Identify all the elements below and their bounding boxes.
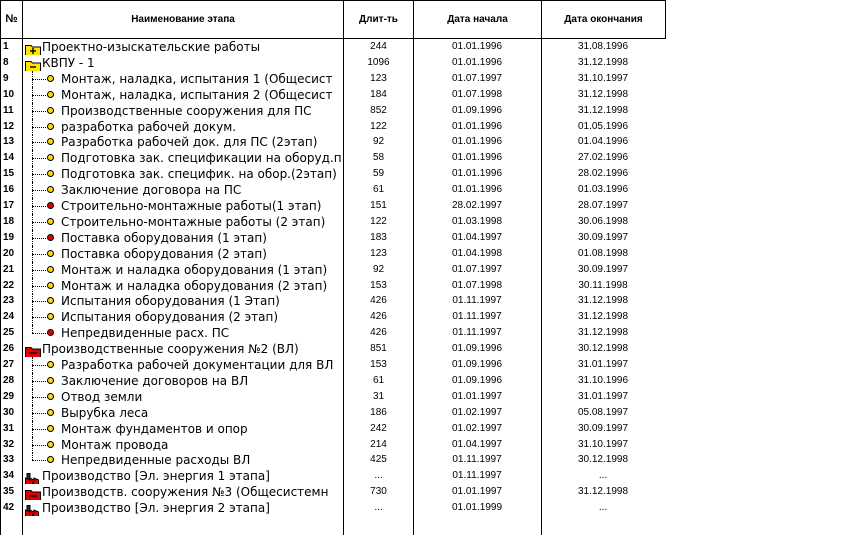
table-row[interactable] [0, 405, 666, 421]
stage-name: Монтаж фундаментов и опор [61, 422, 248, 436]
yellow-dot-icon [47, 123, 54, 130]
end-date-cell: 05.08.1997 [577, 407, 629, 418]
yellow-dot-icon [47, 377, 54, 384]
row-number: 17 [3, 200, 15, 211]
yellow-dot-icon [47, 393, 54, 400]
row-number: 11 [3, 105, 14, 116]
stage-name: Разработка рабочей док. для ПС (2этап) [61, 135, 318, 149]
start-date-cell: 01.01.1996 [451, 136, 503, 147]
start-date-cell: 01.09.1996 [451, 343, 503, 354]
tree-line [32, 365, 46, 366]
tree-line [32, 111, 46, 112]
table-row[interactable] [0, 357, 666, 373]
table-row[interactable] [0, 87, 666, 103]
stage-name: Производственные сооружения для ПС [61, 104, 312, 118]
row-number: 32 [3, 439, 15, 450]
stage-name: Монтаж и наладка оборудования (2 этап) [61, 279, 328, 293]
start-date-cell: 01.02.1997 [451, 407, 503, 418]
end-date-cell: 31.12.1998 [577, 486, 629, 497]
row-number: 18 [3, 216, 15, 227]
start-date-cell: 01.01.1996 [451, 168, 503, 179]
start-date-cell: 01.11.1997 [452, 311, 502, 322]
duration-cell: 183 [370, 232, 387, 243]
tree-line [32, 317, 46, 318]
stage-name: Подготовка зак. спецификации на оборуд.п [61, 151, 342, 165]
end-date-cell: 31.10.1997 [577, 439, 629, 450]
stage-name: Заключение договоров на ВЛ [61, 374, 249, 388]
duration-cell: 244 [370, 41, 387, 52]
duration-cell: 61 [372, 375, 385, 386]
table-row[interactable] [0, 119, 666, 135]
red-dot-icon [47, 202, 54, 209]
start-date-cell: 01.07.1997 [451, 73, 503, 84]
row-number: 26 [3, 343, 15, 354]
start-date-cell: 01.04.1997 [451, 439, 503, 450]
stage-name: Испытания оборудования (2 этап) [61, 310, 279, 324]
stage-name-cell [23, 214, 343, 230]
stage-name-cell [23, 103, 343, 119]
row-number: 31 [3, 423, 15, 434]
row-number: 22 [3, 280, 15, 291]
duration-cell: 214 [370, 439, 387, 450]
yellow-dot-icon [47, 282, 54, 289]
table-row[interactable] [0, 246, 666, 262]
stage-name-cell [23, 309, 343, 325]
row-number: 1 [3, 41, 9, 52]
table-row[interactable] [0, 39, 666, 55]
table-row[interactable] [0, 484, 666, 500]
duration-cell: 426 [370, 311, 387, 322]
red-folder-icon[interactable] [25, 343, 41, 355]
row-number: 21 [3, 264, 15, 275]
duration-cell: 122 [370, 121, 387, 132]
header-end-date[interactable]: Дата окончания [564, 13, 643, 25]
red-folder-icon[interactable] [25, 486, 41, 498]
duration-cell: 92 [372, 264, 385, 275]
start-date-cell: 01.01.1996 [451, 152, 503, 163]
yellow-dot-icon [47, 297, 54, 304]
duration-cell: ... [374, 470, 383, 481]
duration-cell: 1096 [367, 57, 390, 68]
table-row[interactable] [0, 230, 666, 246]
stage-name: Строительно-монтажные работы (2 этап) [61, 215, 326, 229]
start-date-cell: 01.11.1997 [452, 295, 502, 306]
duration-cell: 58 [372, 152, 385, 163]
table-row[interactable] [0, 437, 666, 453]
tree-line [32, 142, 46, 143]
table-row[interactable] [0, 278, 666, 294]
table-row[interactable] [0, 182, 666, 198]
stage-name: Непредвиденные расходы ВЛ [61, 453, 251, 467]
row-number: 27 [3, 359, 15, 370]
stage-name-cell [23, 230, 343, 246]
tree-line [32, 174, 46, 175]
yellow-dot-icon [47, 218, 54, 225]
yellow-dot-icon [47, 456, 54, 463]
start-date-cell: 01.01.1996 [451, 41, 503, 52]
duration-cell: 730 [370, 486, 387, 497]
end-date-cell: 30.11.1998 [578, 280, 628, 291]
table-row[interactable] [0, 55, 666, 71]
table-row[interactable] [0, 500, 666, 516]
duration-cell: 92 [372, 136, 385, 147]
header-duration[interactable]: Длит-ть [359, 13, 398, 25]
stage-name: Монтаж, наладка, испытания 1 (Общесист [61, 72, 333, 86]
duration-cell: 151 [370, 200, 387, 211]
stage-name-cell [23, 293, 343, 309]
tree-line [32, 445, 46, 446]
start-date-cell: 01.01.1999 [451, 502, 503, 513]
end-date-cell: 31.12.1998 [577, 327, 629, 338]
factory-icon[interactable] [25, 470, 41, 482]
table-row[interactable] [0, 214, 666, 230]
duration-cell: 426 [370, 327, 387, 338]
stage-name: разработка рабочей докум. [61, 120, 237, 134]
row-number: 16 [3, 184, 15, 195]
end-date-cell: 30.09.1997 [577, 232, 629, 243]
duration-cell: 61 [372, 184, 385, 195]
duration-cell: 851 [370, 343, 387, 354]
stage-name: Непредвиденные расх. ПС [61, 326, 230, 340]
table-row[interactable] [0, 134, 666, 150]
table-row[interactable] [0, 71, 666, 87]
tree-line [32, 222, 46, 223]
tree-line [32, 397, 46, 398]
yellow-dot-icon [47, 75, 54, 82]
start-date-cell: 01.04.1997 [451, 232, 503, 243]
stage-name-cell [23, 325, 343, 341]
tree-line [32, 429, 46, 430]
tree-line [32, 270, 46, 271]
table-row[interactable] [0, 389, 666, 405]
row-number: 23 [3, 295, 15, 306]
start-date-cell: 28.02.1997 [451, 200, 503, 211]
row-number: 42 [3, 502, 15, 513]
table-row[interactable] [0, 166, 666, 182]
stage-name-cell [23, 262, 343, 278]
end-date-cell: 01.03.1996 [577, 184, 629, 195]
folder-plus-icon[interactable] [25, 41, 41, 53]
end-date-cell: 31.12.1998 [577, 89, 629, 100]
tree-line [32, 206, 46, 207]
row-number: 12 [3, 121, 15, 132]
duration-cell: 123 [370, 248, 387, 259]
stage-name: Испытания оборудования (1 Этап) [61, 294, 280, 308]
start-date-cell: 01.09.1996 [451, 359, 503, 370]
start-date-cell: 01.04.1998 [451, 248, 503, 259]
stage-name: Подготовка зак. специфик. на обор.(2этап) [61, 167, 337, 181]
stage-name-cell [23, 150, 343, 166]
duration-cell: 184 [370, 89, 387, 100]
duration-cell: 123 [370, 73, 387, 84]
tree-line [32, 190, 46, 191]
stage-name: Производств. сооружения №3 (Общесистемн [42, 485, 329, 499]
stage-name-cell [23, 484, 343, 500]
yellow-dot-icon [47, 425, 54, 432]
start-date-cell: 01.01.1997 [451, 486, 503, 497]
tree-line [32, 413, 46, 414]
start-date-cell: 01.02.1997 [451, 423, 503, 434]
yellow-dot-icon [47, 91, 54, 98]
duration-cell: 31 [372, 391, 385, 402]
duration-cell: 153 [370, 359, 387, 370]
yellow-dot-icon [47, 154, 54, 161]
yellow-dot-icon [47, 313, 54, 320]
red-dot-icon [47, 234, 54, 241]
yellow-dot-icon [47, 138, 54, 145]
stage-name: Производственные сооружения №2 (ВЛ) [42, 342, 299, 356]
row-number: 8 [3, 57, 9, 68]
table-row[interactable] [0, 103, 666, 119]
stage-name-cell [23, 166, 343, 182]
stage-name-cell [23, 119, 343, 135]
header-name[interactable]: Наименование этапа [131, 13, 235, 25]
stage-name: Строительно-монтажные работы(1 этап) [61, 199, 322, 213]
end-date-cell: 28.02.1996 [577, 168, 629, 179]
stage-name: Монтаж провода [61, 438, 169, 452]
stage-name-cell [23, 182, 343, 198]
row-number: 28 [3, 375, 15, 386]
start-date-cell: 01.07.1997 [451, 264, 503, 275]
stage-name-cell [23, 278, 343, 294]
yellow-dot-icon [47, 409, 54, 416]
row-number: 30 [3, 407, 15, 418]
duration-cell: 186 [370, 407, 387, 418]
stage-name: Заключение договора на ПС [61, 183, 242, 197]
yellow-dot-icon [47, 250, 54, 257]
row-number: 33 [3, 454, 15, 465]
row-number: 9 [3, 73, 9, 84]
stage-name-cell [23, 405, 343, 421]
stage-name: Производство [Эл. энергия 1 этапа] [42, 469, 270, 483]
start-date-cell: 01.11.1997 [452, 454, 502, 465]
tree-line [32, 79, 46, 80]
stage-name: Монтаж и наладка оборудования (1 этап) [61, 263, 328, 277]
tree-line [32, 238, 46, 239]
table-row[interactable] [0, 262, 666, 278]
folder-minus-icon[interactable] [25, 57, 41, 69]
stage-name: Вырубка леса [61, 406, 149, 420]
tree-line [32, 254, 46, 255]
stage-name: Монтаж, наладка, испытания 2 (Общесист [61, 88, 333, 102]
tree-line [32, 452, 33, 460]
stage-name-cell [23, 87, 343, 103]
start-date-cell: 01.07.1998 [451, 89, 503, 100]
end-date-cell: 30.09.1997 [577, 423, 629, 434]
table-row[interactable] [0, 373, 666, 389]
table-row[interactable] [0, 150, 666, 166]
stage-name: Отвод земли [61, 390, 143, 404]
tree-line [32, 286, 46, 287]
end-date-cell: 01.08.1998 [577, 248, 629, 259]
start-date-cell: 01.03.1998 [451, 216, 503, 227]
tree-line [32, 301, 46, 302]
yellow-dot-icon [47, 441, 54, 448]
table-row[interactable] [0, 421, 666, 437]
duration-cell: 242 [370, 423, 387, 434]
start-date-cell: 01.01.1996 [451, 121, 503, 132]
stage-name: Производство [Эл. энергия 2 этапа] [42, 501, 270, 515]
stage-name-cell [23, 421, 343, 437]
stage-name-cell [23, 246, 343, 262]
duration-cell: 122 [370, 216, 387, 227]
row-number: 34 [3, 470, 15, 481]
end-date-cell: 01.04.1996 [577, 136, 629, 147]
red-dot-icon [47, 329, 54, 336]
stage-name: Поставка оборудования (1 этап) [61, 231, 267, 245]
stage-name: Поставка оборудования (2 этап) [61, 247, 267, 261]
duration-cell: 59 [372, 168, 385, 179]
end-date-cell: 31.10.1996 [577, 375, 629, 386]
end-date-cell: 31.12.1998 [577, 311, 629, 322]
end-date-cell: 28.07.1997 [577, 200, 629, 211]
end-date-cell: 31.08.1996 [577, 41, 629, 52]
stage-name-cell [23, 71, 343, 87]
stage-name-cell [23, 341, 343, 357]
column-divider [665, 0, 666, 39]
start-date-cell: 01.01.1996 [451, 184, 503, 195]
row-number: 24 [3, 311, 15, 322]
end-date-cell: 27.02.1996 [577, 152, 629, 163]
start-date-cell: 01.09.1996 [451, 375, 503, 386]
header-num[interactable]: № [5, 13, 18, 25]
row-number: 19 [3, 232, 15, 243]
start-date-cell: 01.11.1997 [452, 470, 502, 481]
stage-name-cell [23, 373, 343, 389]
stage-name-cell [23, 452, 343, 468]
end-date-cell: ... [598, 470, 608, 481]
end-date-cell: 30.06.1998 [577, 216, 629, 227]
stage-name-cell [23, 134, 343, 150]
stage-name: КВПУ - 1 [42, 56, 95, 70]
start-date-cell: 01.01.1997 [451, 391, 503, 402]
stage-name-cell [23, 198, 343, 214]
row-number: 14 [3, 152, 15, 163]
start-date-cell: 01.01.1996 [451, 57, 503, 68]
stage-name-cell [23, 389, 343, 405]
end-date-cell: 31.12.1998 [577, 57, 629, 68]
end-date-cell: 31.10.1997 [577, 73, 629, 84]
end-date-cell: 31.12.1998 [577, 295, 629, 306]
table-row[interactable] [0, 341, 666, 357]
tree-line [32, 325, 33, 333]
duration-cell: 425 [370, 454, 387, 465]
end-date-cell: 01.05.1996 [577, 121, 629, 132]
yellow-dot-icon [47, 170, 54, 177]
row-number: 29 [3, 391, 15, 402]
end-date-cell: 31.12.1998 [577, 105, 629, 116]
yellow-dot-icon [47, 361, 54, 368]
duration-cell: 426 [370, 295, 387, 306]
stage-name-cell [23, 468, 343, 484]
tree-line [32, 460, 46, 461]
end-date-cell: 31.01.1997 [577, 391, 629, 402]
tree-line [32, 333, 46, 334]
row-number: 13 [3, 136, 15, 147]
start-date-cell: 01.07.1998 [451, 280, 503, 291]
end-date-cell: ... [598, 502, 608, 513]
yellow-dot-icon [47, 186, 54, 193]
start-date-cell: 01.09.1996 [451, 105, 503, 116]
table-row[interactable] [0, 293, 666, 309]
duration-cell: ... [374, 502, 383, 513]
table-row[interactable] [0, 309, 666, 325]
stage-name: Разработка рабочей документации для ВЛ [61, 358, 334, 372]
tree-line [32, 95, 46, 96]
stage-name-cell [23, 39, 343, 55]
duration-cell: 153 [370, 280, 387, 291]
row-number: 20 [3, 248, 15, 259]
start-date-cell: 01.11.1997 [452, 327, 502, 338]
factory-icon[interactable] [25, 502, 41, 514]
header-start-date[interactable]: Дата начала [447, 13, 508, 25]
table-row[interactable] [0, 198, 666, 214]
stage-name-cell [23, 500, 343, 516]
table-row[interactable] [0, 325, 666, 341]
end-date-cell: 30.12.1998 [577, 454, 629, 465]
row-number: 25 [3, 327, 15, 338]
end-date-cell: 30.12.1998 [577, 343, 629, 354]
stage-name-cell [23, 357, 343, 373]
yellow-dot-icon [47, 107, 54, 114]
row-number: 15 [3, 168, 15, 179]
end-date-cell: 30.09.1997 [577, 264, 629, 275]
tree-line [32, 381, 46, 382]
duration-cell: 852 [370, 105, 387, 116]
stage-name: Проектно-изыскательские работы [42, 40, 261, 54]
table-row[interactable] [0, 468, 666, 484]
tree-line [32, 158, 46, 159]
row-number: 35 [3, 486, 15, 497]
stage-name-cell [23, 55, 343, 71]
tree-line [32, 127, 46, 128]
table-row[interactable] [0, 452, 666, 468]
row-number: 10 [3, 89, 15, 100]
stage-name-cell [23, 437, 343, 453]
end-date-cell: 31.01.1997 [577, 359, 629, 370]
yellow-dot-icon [47, 266, 54, 273]
